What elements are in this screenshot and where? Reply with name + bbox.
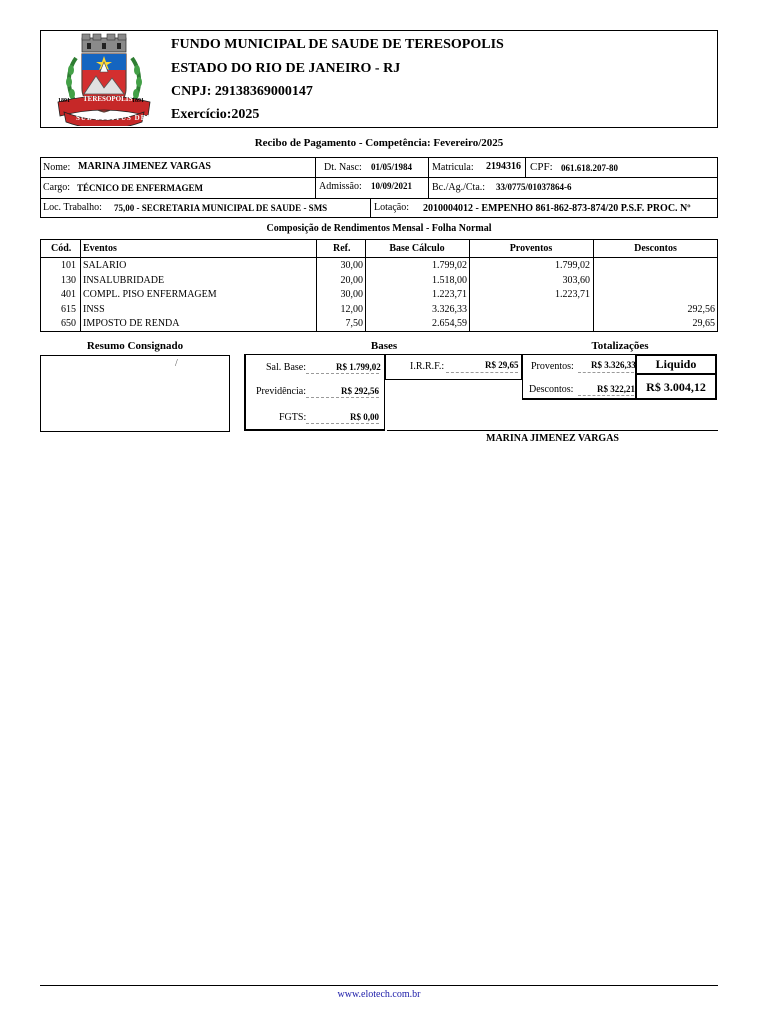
cell-earnings: 1.223,71 xyxy=(555,289,590,300)
totals-title: Totalizações xyxy=(591,340,649,352)
name-label: Nome: xyxy=(43,162,71,173)
cell-base: 1.223,71 xyxy=(432,289,467,300)
composition-title: Composição de Rendimentos Mensal - Folha Normal xyxy=(266,223,492,234)
cell-event: IMPOSTO DE RENDA xyxy=(83,318,180,329)
org-name: FUNDO MUNICIPAL DE SAUDE DE TERESOPOLIS xyxy=(171,37,504,52)
total-earnings-value: R$ 3.326,33 xyxy=(591,360,636,370)
total-deductions-value: R$ 322,21 xyxy=(597,384,635,394)
cpf-label: CPF: xyxy=(530,161,553,173)
col-header-deductions: Descontos xyxy=(634,243,677,254)
cell-deductions: 292,56 xyxy=(687,303,715,315)
total-earnings-label: Proventos: xyxy=(531,361,574,372)
cell-code: 615 xyxy=(61,303,76,315)
employee-name: MARINA JIMENEZ VARGAS xyxy=(78,161,211,172)
cell-earnings: 1.799,02 xyxy=(555,260,590,271)
irrf-label: I.R.R.F.: xyxy=(410,361,445,372)
cell-code: 650 xyxy=(61,318,76,329)
sal-base-value: R$ 1.799,02 xyxy=(336,362,381,372)
bank-label: Bc./Ag./Cta.: xyxy=(432,182,486,193)
footer-line xyxy=(40,985,718,986)
fgts-label: FGTS: xyxy=(279,412,307,423)
cell-base: 3.326,33 xyxy=(432,303,467,315)
cell-ref: 7,50 xyxy=(345,318,363,329)
birth-date: 01/05/1984 xyxy=(371,162,413,172)
cell-event: SALARIO xyxy=(83,260,127,271)
cell-event: INSS xyxy=(83,303,105,315)
coat-of-arms-icon xyxy=(56,32,152,126)
cnpj: CNPJ: 29138369000147 xyxy=(171,84,313,99)
birth-label: Dt. Nasc: xyxy=(324,162,362,173)
col-header-code: Cód. xyxy=(51,243,72,254)
crest-motto: SUB DIGITUS DEI xyxy=(76,114,151,122)
cell-base: 1.518,00 xyxy=(432,274,467,286)
bases-title: Bases xyxy=(370,340,398,352)
registration-label: Matricula: xyxy=(432,162,474,173)
sal-base-label: Sal. Base: xyxy=(266,362,306,373)
signature-line xyxy=(387,430,718,431)
cell-code: 101 xyxy=(61,260,76,271)
cell-ref: 30,00 xyxy=(340,260,363,271)
bank-account: 33/0775/01037864-6 xyxy=(496,182,572,192)
cell-base: 1.799,02 xyxy=(432,260,467,271)
role-label: Cargo: xyxy=(43,182,71,193)
cell-deductions: 29,65 xyxy=(692,318,715,329)
exercise-year: Exercício:2025 xyxy=(171,107,260,122)
allocation-label: Lotação: xyxy=(374,202,409,213)
admission-date: 10/09/2021 xyxy=(371,181,413,191)
col-header-ref: Ref. xyxy=(333,243,351,254)
cell-code: 130 xyxy=(61,274,76,286)
cell-ref: 30,00 xyxy=(340,289,363,300)
total-deductions-label: Descontos: xyxy=(529,384,574,395)
consignado-box xyxy=(40,355,230,432)
allocation: 2010004012 - EMPENHO 861-862-873-874/20 P.S.F. PROC. Nº xyxy=(423,203,691,214)
irrf-value: R$ 29,65 xyxy=(485,360,519,370)
previdencia-value: R$ 292,56 xyxy=(341,386,379,396)
cell-event: INSALUBRIDADE xyxy=(83,274,165,286)
col-header-earnings: Proventos xyxy=(509,243,553,254)
registration-number: 2194316 xyxy=(486,161,521,172)
col-header-event: Eventos xyxy=(83,243,117,254)
cell-code: 401 xyxy=(61,289,76,300)
cell-event: COMPL. PISO ENFERMAGEM xyxy=(83,289,217,300)
workplace: 75,00 - SECRETARIA MUNICIPAL DE SAUDE - SMS xyxy=(114,203,328,213)
footer-link[interactable]: www.elotech.com.br xyxy=(337,989,421,1000)
crest-year-left: 1891 xyxy=(58,98,70,104)
consignado-slash: / xyxy=(175,358,178,369)
col-header-base: Base Cálculo xyxy=(389,243,445,254)
consignado-title: Resumo Consignado xyxy=(86,340,184,352)
state-name: ESTADO DO RIO DE JANEIRO - RJ xyxy=(171,61,401,76)
cell-base: 2.654,59 xyxy=(432,318,467,329)
cell-earnings: 303,60 xyxy=(562,274,590,286)
cpf-number: 061.618.207-80 xyxy=(561,163,618,173)
admission-label: Admissão: xyxy=(319,181,362,192)
signature-name: MARINA JIMENEZ VARGAS xyxy=(486,433,619,444)
fgts-value: R$ 0,00 xyxy=(350,412,379,422)
cell-ref: 20,00 xyxy=(340,274,363,286)
crest-banner-text: TERESOPOLIS xyxy=(83,95,133,103)
net-label: Liquido xyxy=(655,357,697,371)
employee-role: TÉCNICO DE ENFERMAGEM xyxy=(77,183,204,193)
crest-year-right: 1891 xyxy=(132,98,144,104)
receipt-title: Recibo de Pagamento - Competência: Fevereiro/2025 xyxy=(254,137,504,149)
previdencia-label: Previdência: xyxy=(256,386,306,397)
cell-ref: 12,00 xyxy=(340,303,363,315)
net-value: R$ 3.004,12 xyxy=(646,380,706,394)
workplace-label: Loc. Trabalho: xyxy=(43,202,102,213)
